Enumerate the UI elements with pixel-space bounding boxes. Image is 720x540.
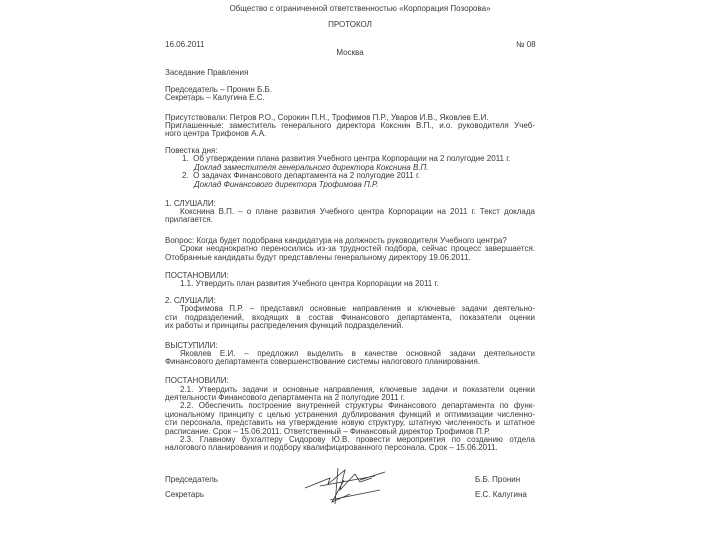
text-line: 2.1. Утвердить задачи и основные направления, ключевые задачи и показатели оценки: [180, 385, 535, 394]
section-spoke: ВЫСТУПИЛИ:: [165, 341, 218, 350]
agenda-num: 1.: [182, 154, 189, 163]
agenda-title: Повестка дня:: [165, 146, 218, 155]
section-heard-2: 2. СЛУШАЛИ:: [165, 296, 216, 305]
agenda-speaker: Доклад Финансового директора Трофимова П.Р.: [194, 180, 379, 189]
doc-number: № 08: [516, 40, 536, 49]
answer: Отобранные кандидаты будут представлены генеральному директору 19.06.2011.: [165, 253, 471, 262]
agenda-item: [182, 171, 535, 180]
question: Вопрос: Когда будет подобрана кандидатура на должность руководителя Учебного центра?: [165, 236, 507, 245]
secretary-sign-name: Е.С. Калугина: [475, 490, 527, 499]
doc-city: Москва: [336, 48, 364, 57]
signature-image: [300, 460, 390, 508]
text-line: циональному принципу с целью устранения дублирования функций и оптимизации численно-: [165, 410, 535, 419]
text-line: 2.3. Главному бухгалтеру Сидорову Ю.В. провести мероприятия по созданию отдела: [180, 435, 535, 444]
meeting-type: Заседание Правления: [165, 68, 249, 77]
section-decided-1: ПОСТАНОВИЛИ:: [165, 271, 229, 280]
text-line: Трофимова П.Р. – представил основные направления и ключевые задачи деятельно-: [180, 304, 535, 313]
org-title: Общество с ограниченной ответственностью «Корпорация Позорова»: [229, 4, 491, 13]
chair-sign-name: Б.Б. Пронин: [475, 475, 521, 484]
text-line: Кокснина В.П. – о плане развития Учебного центра Корпорации на 2011 г. Текст доклада: [180, 207, 535, 216]
agenda-text: Об утверждении плана развития Учебного центра Корпорации на 2 полугодие 2011 г.: [193, 154, 511, 163]
chair: Председатель – Пронин Б.Б.: [165, 85, 272, 94]
text-line: расписание. Срок – 15.06.2011. Ответственный – Финансовый директор Трофимов П.Р.: [165, 427, 491, 436]
text-line: 2.2. Обеспечить построение внутренней структуры Финансового департамента по функ-: [180, 401, 535, 410]
doc-date: 16.06.2011: [165, 40, 205, 49]
agenda-item: [182, 154, 535, 163]
present: Присутствовали: Петров Р.О., Сорокин П.Н., Трофимов П.Р., Уваров И.В., Яковлев Е.И.: [165, 113, 489, 122]
section-decided-2: ПОСТАНОВИЛИ:: [165, 376, 229, 385]
section-heard-1: 1. СЛУШАЛИ:: [165, 199, 216, 208]
text-line: Яковлев Е.И. – предложил выделить в качестве основной задачи деятельности: [180, 349, 535, 358]
secretary: Секретарь – Калугина Е.С.: [165, 93, 265, 102]
text-line: их работы и принципы распределения функций подразделений.: [165, 321, 404, 330]
chair-sign-label: Председатель: [165, 475, 218, 484]
text-line: налогового планирования и подбору квалифицированного персонала. Срок – 15.06.2011.: [165, 443, 498, 452]
text-line: сти персонала, представить на утверждение новую структуру, штатную численность и штатное: [165, 418, 535, 427]
doc-type: ПРОТОКОЛ: [328, 20, 372, 29]
text-line: деятельности Финансового департамента на 2 полугодие 2011 г.: [165, 393, 405, 402]
invited: Приглашенные: заместитель генерального директора Кокснин В.П., и.о. руководителя Учеб-: [165, 121, 535, 130]
agenda-num: 2.: [182, 171, 189, 180]
text-line: Финансового департамента совершенствование системы налогового планирования.: [165, 357, 481, 366]
agenda-speaker: Доклад заместителя генерального директора Кокснина В.П.: [194, 163, 429, 172]
invited: ного центра Трифонов А.А.: [165, 129, 267, 138]
text-line: 1.1. Утвердить план развития Учебного центра Корпорации на 2011 г.: [180, 279, 439, 288]
agenda-text: О задачах Финансового департамента на 2 полугодие 2011 г.: [193, 171, 421, 180]
secretary-sign-label: Секретарь: [165, 490, 204, 499]
text-line: прилагается.: [165, 215, 213, 224]
answer: Сроки неоднократно переносились из-за трудностей подбора, сейчас процесс завершается.: [180, 244, 535, 253]
text-line: сти подразделений, входящих в состав Финансового департамента, показатели оценки: [165, 313, 535, 322]
